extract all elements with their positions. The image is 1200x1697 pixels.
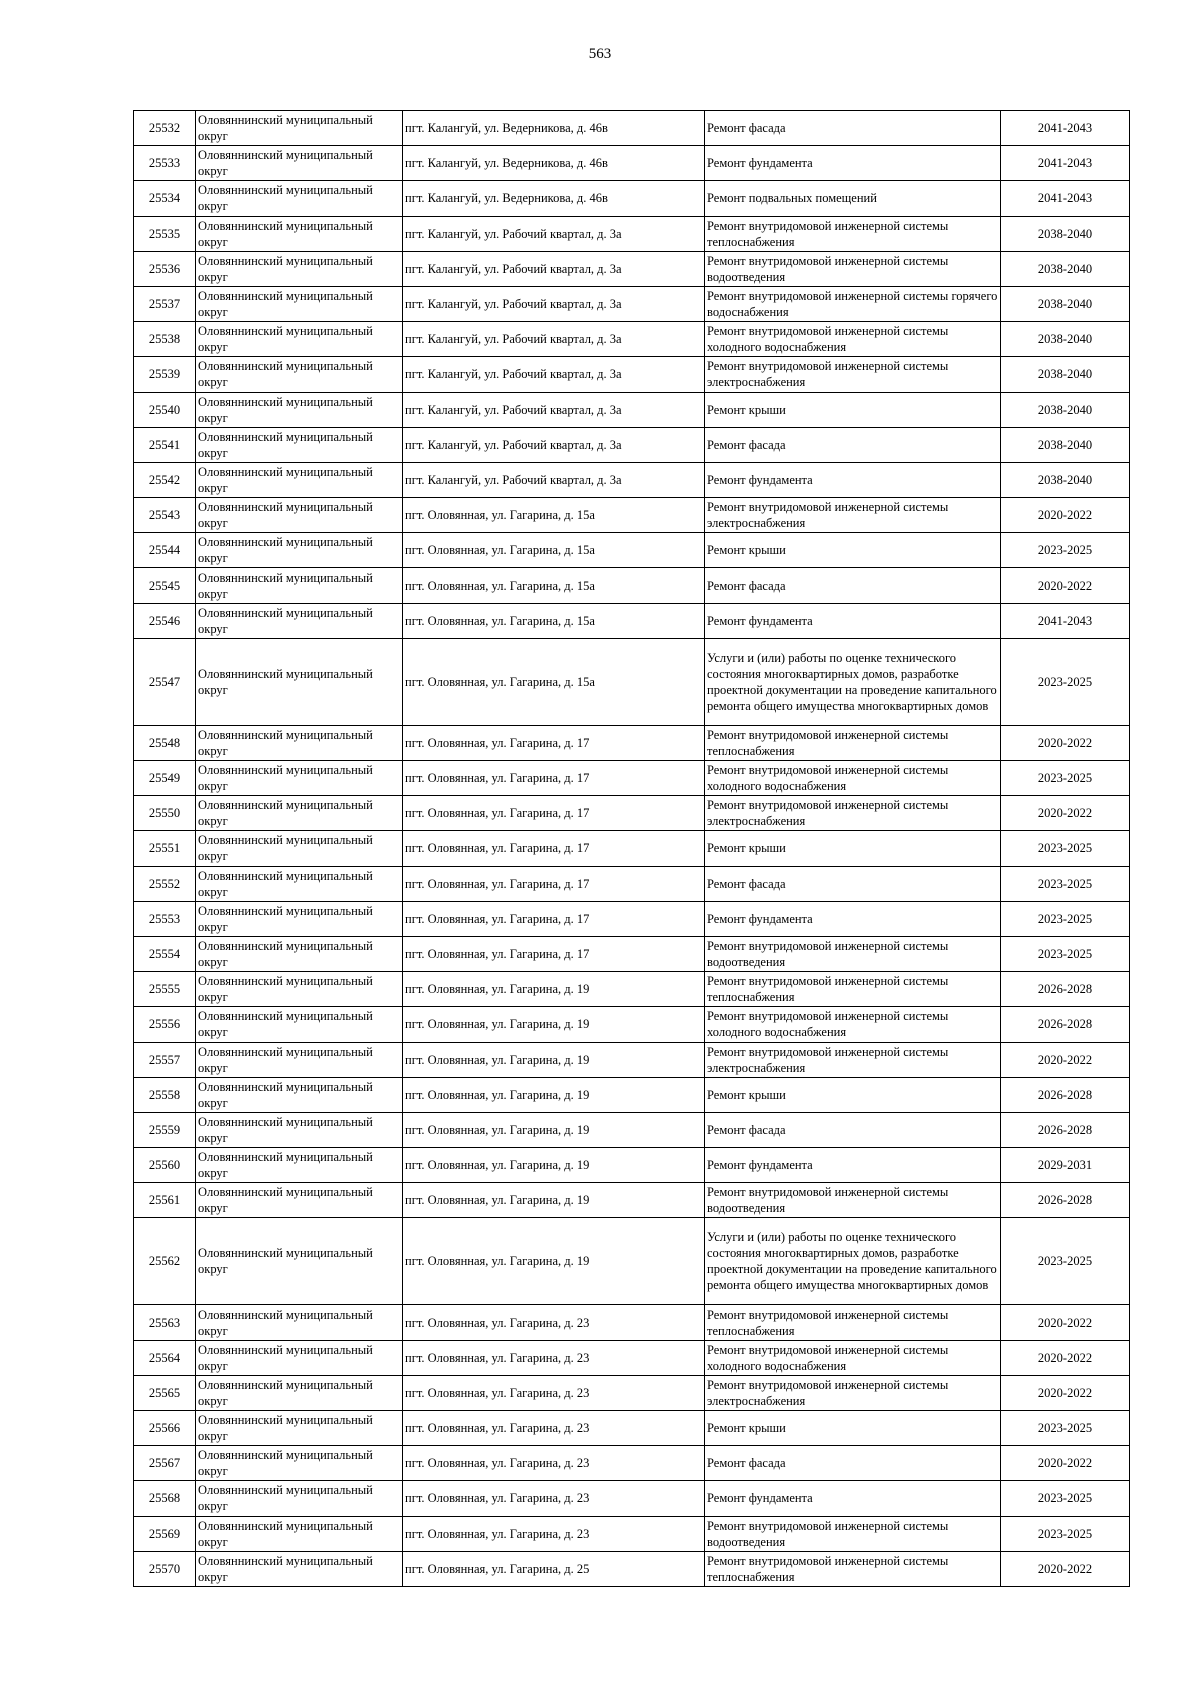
- work-type: Ремонт внутридомовой инженерной системы горячего водоснабжения: [705, 286, 1001, 321]
- district-name: Оловяннинский муниципальный округ: [196, 1551, 403, 1586]
- district-name: Оловяннинский муниципальный округ: [196, 533, 403, 568]
- work-type: Ремонт фасада: [705, 568, 1001, 603]
- table-row: [134, 1481, 1130, 1516]
- building-address: пгт. Калангуй, ул. Ведерникова, д. 46в: [403, 111, 705, 146]
- building-address: пгт. Оловянная, ул. Гагарина, д. 23: [403, 1411, 705, 1446]
- planned-period: 2020-2022: [1001, 1340, 1130, 1375]
- building-address: пгт. Калангуй, ул. Рабочий квартал, д. 3а: [403, 357, 705, 392]
- district-name: Оловяннинский муниципальный округ: [196, 111, 403, 146]
- building-address: пгт. Оловянная, ул. Гагарина, д. 19: [403, 1218, 705, 1305]
- planned-period: 2026-2028: [1001, 1077, 1130, 1112]
- building-address: пгт. Оловянная, ул. Гагарина, д. 19: [403, 1007, 705, 1042]
- work-type: Ремонт фундамента: [705, 1481, 1001, 1516]
- work-type: Ремонт крыши: [705, 533, 1001, 568]
- table-row: [134, 1551, 1130, 1586]
- row-number: 25555: [134, 972, 196, 1007]
- planned-period: 2041-2043: [1001, 146, 1130, 181]
- planned-period: 2023-2025: [1001, 638, 1130, 725]
- building-address: пгт. Оловянная, ул. Гагарина, д. 23: [403, 1305, 705, 1340]
- building-address: пгт. Оловянная, ул. Гагарина, д. 19: [403, 1077, 705, 1112]
- row-number: 25566: [134, 1411, 196, 1446]
- work-type: Ремонт подвальных помещений: [705, 181, 1001, 216]
- district-name: Оловяннинский муниципальный округ: [196, 725, 403, 760]
- work-type: Ремонт внутридомовой инженерной системы электроснабжения: [705, 498, 1001, 533]
- building-address: пгт. Калангуй, ул. Рабочий квартал, д. 3а: [403, 322, 705, 357]
- district-name: Оловяннинский муниципальный округ: [196, 1516, 403, 1551]
- work-type: Ремонт внутридомовой инженерной системы электроснабжения: [705, 357, 1001, 392]
- building-address: пгт. Оловянная, ул. Гагарина, д. 23: [403, 1516, 705, 1551]
- work-type: Ремонт внутридомовой инженерной системы электроснабжения: [705, 796, 1001, 831]
- building-address: пгт. Калангуй, ул. Рабочий квартал, д. 3а: [403, 392, 705, 427]
- row-number: 25546: [134, 603, 196, 638]
- district-name: Оловяннинский муниципальный округ: [196, 462, 403, 497]
- planned-period: 2038-2040: [1001, 462, 1130, 497]
- row-number: 25551: [134, 831, 196, 866]
- row-number: 25552: [134, 866, 196, 901]
- building-address: пгт. Оловянная, ул. Гагарина, д. 19: [403, 1183, 705, 1218]
- page-number: 563: [588, 46, 612, 62]
- building-address: пгт. Оловянная, ул. Гагарина, д. 17: [403, 796, 705, 831]
- district-name: Оловяннинский муниципальный округ: [196, 286, 403, 321]
- district-name: Оловяннинский муниципальный округ: [196, 1481, 403, 1516]
- building-address: пгт. Оловянная, ул. Гагарина, д. 19: [403, 1042, 705, 1077]
- building-address: пгт. Оловянная, ул. Гагарина, д. 17: [403, 936, 705, 971]
- table-row: [134, 725, 1130, 760]
- work-type: Ремонт внутридомовой инженерной системы водоотведения: [705, 1183, 1001, 1218]
- building-address: пгт. Оловянная, ул. Гагарина, д. 17: [403, 725, 705, 760]
- table-row: [134, 936, 1130, 971]
- planned-period: 2020-2022: [1001, 568, 1130, 603]
- row-number: 25567: [134, 1446, 196, 1481]
- building-address: пгт. Оловянная, ул. Гагарина, д. 15а: [403, 568, 705, 603]
- row-number: 25542: [134, 462, 196, 497]
- work-type: Ремонт внутридомовой инженерной системы холодного водоснабжения: [705, 761, 1001, 796]
- planned-period: 2041-2043: [1001, 603, 1130, 638]
- work-type: Ремонт внутридомовой инженерной системы водоотведения: [705, 251, 1001, 286]
- building-address: пгт. Оловянная, ул. Гагарина, д. 19: [403, 1148, 705, 1183]
- district-name: Оловяннинский муниципальный округ: [196, 972, 403, 1007]
- planned-period: 2020-2022: [1001, 1305, 1130, 1340]
- planned-period: 2038-2040: [1001, 357, 1130, 392]
- planned-period: 2038-2040: [1001, 251, 1130, 286]
- table-row: [134, 427, 1130, 462]
- district-name: Оловяннинский муниципальный округ: [196, 322, 403, 357]
- district-name: Оловяннинский муниципальный округ: [196, 1305, 403, 1340]
- planned-period: 2020-2022: [1001, 1375, 1130, 1410]
- planned-period: 2023-2025: [1001, 1218, 1130, 1305]
- table-row: [134, 111, 1130, 146]
- work-type: Услуги и (или) работы по оценке технического состояния многоквартирных домов, разработке проектной документации на проведение капитального ремонта общего имущества многоквартирных домов: [705, 638, 1001, 725]
- table-row: [134, 146, 1130, 181]
- work-type: Ремонт внутридомовой инженерной системы электроснабжения: [705, 1042, 1001, 1077]
- work-type: Ремонт внутридомовой инженерной системы электроснабжения: [705, 1375, 1001, 1410]
- district-name: Оловяннинский муниципальный округ: [196, 936, 403, 971]
- work-type: Ремонт внутридомовой инженерной системы теплоснабжения: [705, 216, 1001, 251]
- district-name: Оловяннинский муниципальный округ: [196, 901, 403, 936]
- work-type: Ремонт фасада: [705, 1112, 1001, 1147]
- district-name: Оловяннинский муниципальный округ: [196, 392, 403, 427]
- table-row: [134, 1007, 1130, 1042]
- table-row: [134, 796, 1130, 831]
- work-type: Ремонт фундамента: [705, 603, 1001, 638]
- table-row: [134, 1340, 1130, 1375]
- planned-period: 2020-2022: [1001, 725, 1130, 760]
- table-row: [134, 1411, 1130, 1446]
- work-type: Ремонт внутридомовой инженерной системы теплоснабжения: [705, 972, 1001, 1007]
- row-number: 25541: [134, 427, 196, 462]
- planned-period: 2023-2025: [1001, 901, 1130, 936]
- work-type: Ремонт фасада: [705, 427, 1001, 462]
- district-name: Оловяннинский муниципальный округ: [196, 1042, 403, 1077]
- table-row: [134, 1305, 1130, 1340]
- work-type: Ремонт внутридомовой инженерной системы теплоснабжения: [705, 1551, 1001, 1586]
- work-type: Ремонт крыши: [705, 1077, 1001, 1112]
- district-name: Оловяннинский муниципальный округ: [196, 796, 403, 831]
- building-address: пгт. Оловянная, ул. Гагарина, д. 15а: [403, 603, 705, 638]
- building-address: пгт. Оловянная, ул. Гагарина, д. 19: [403, 1112, 705, 1147]
- planned-period: 2023-2025: [1001, 936, 1130, 971]
- work-type: Ремонт внутридомовой инженерной системы холодного водоснабжения: [705, 1340, 1001, 1375]
- planned-period: 2038-2040: [1001, 216, 1130, 251]
- planned-period: 2041-2043: [1001, 111, 1130, 146]
- planned-period: 2020-2022: [1001, 1446, 1130, 1481]
- planned-period: 2023-2025: [1001, 866, 1130, 901]
- district-name: Оловяннинский муниципальный округ: [196, 1446, 403, 1481]
- row-number: 25540: [134, 392, 196, 427]
- work-type: Ремонт фундамента: [705, 901, 1001, 936]
- row-number: 25535: [134, 216, 196, 251]
- work-type: Ремонт внутридомовой инженерной системы водоотведения: [705, 936, 1001, 971]
- table-row: [134, 1218, 1130, 1305]
- row-number: 25537: [134, 286, 196, 321]
- row-number: 25564: [134, 1340, 196, 1375]
- district-name: Оловяннинский муниципальный округ: [196, 866, 403, 901]
- table-row: [134, 1112, 1130, 1147]
- district-name: Оловяннинский муниципальный округ: [196, 1411, 403, 1446]
- planned-period: 2023-2025: [1001, 761, 1130, 796]
- work-type: Ремонт внутридомовой инженерной системы теплоснабжения: [705, 1305, 1001, 1340]
- table-row: [134, 357, 1130, 392]
- row-number: 25558: [134, 1077, 196, 1112]
- work-type: Ремонт внутридомовой инженерной системы водоотведения: [705, 1516, 1001, 1551]
- row-number: 25534: [134, 181, 196, 216]
- work-type: Ремонт фундамента: [705, 462, 1001, 497]
- planned-period: 2023-2025: [1001, 1411, 1130, 1446]
- work-type: Ремонт крыши: [705, 1411, 1001, 1446]
- row-number: 25569: [134, 1516, 196, 1551]
- row-number: 25556: [134, 1007, 196, 1042]
- district-name: Оловяннинский муниципальный округ: [196, 831, 403, 866]
- planned-period: 2020-2022: [1001, 1551, 1130, 1586]
- row-number: 25543: [134, 498, 196, 533]
- district-name: Оловяннинский муниципальный округ: [196, 638, 403, 725]
- planned-period: 2041-2043: [1001, 181, 1130, 216]
- work-type: Ремонт внутридомовой инженерной системы холодного водоснабжения: [705, 1007, 1001, 1042]
- building-address: пгт. Калангуй, ул. Рабочий квартал, д. 3а: [403, 216, 705, 251]
- planned-period: 2023-2025: [1001, 533, 1130, 568]
- district-name: Оловяннинский муниципальный округ: [196, 1183, 403, 1218]
- work-type: Услуги и (или) работы по оценке технического состояния многоквартирных домов, разработке проектной документации на проведение капитального ремонта общего имущества многоквартирных домов: [705, 1218, 1001, 1305]
- planned-period: 2029-2031: [1001, 1148, 1130, 1183]
- row-number: 25538: [134, 322, 196, 357]
- table-body: [134, 111, 1130, 1587]
- planned-period: 2020-2022: [1001, 498, 1130, 533]
- district-name: Оловяннинский муниципальный округ: [196, 146, 403, 181]
- building-address: пгт. Оловянная, ул. Гагарина, д. 23: [403, 1340, 705, 1375]
- district-name: Оловяннинский муниципальный округ: [196, 568, 403, 603]
- work-type: Ремонт фасада: [705, 1446, 1001, 1481]
- planned-period: 2038-2040: [1001, 286, 1130, 321]
- table-row: [134, 972, 1130, 1007]
- work-type: Ремонт внутридомовой инженерной системы холодного водоснабжения: [705, 322, 1001, 357]
- district-name: Оловяннинский муниципальный округ: [196, 357, 403, 392]
- district-name: Оловяннинский муниципальный округ: [196, 181, 403, 216]
- work-type: Ремонт фундамента: [705, 1148, 1001, 1183]
- table-row: [134, 761, 1130, 796]
- table-row: [134, 1375, 1130, 1410]
- row-number: 25549: [134, 761, 196, 796]
- table-row: [134, 392, 1130, 427]
- row-number: 25547: [134, 638, 196, 725]
- work-type: Ремонт фасада: [705, 866, 1001, 901]
- table-row: [134, 322, 1130, 357]
- table-row: [134, 216, 1130, 251]
- table-row: [134, 1042, 1130, 1077]
- building-address: пгт. Калангуй, ул. Рабочий квартал, д. 3а: [403, 251, 705, 286]
- row-number: 25557: [134, 1042, 196, 1077]
- row-number: 25544: [134, 533, 196, 568]
- building-address: пгт. Оловянная, ул. Гагарина, д. 25: [403, 1551, 705, 1586]
- row-number: 25550: [134, 796, 196, 831]
- row-number: 25568: [134, 1481, 196, 1516]
- district-name: Оловяннинский муниципальный округ: [196, 603, 403, 638]
- building-address: пгт. Оловянная, ул. Гагарина, д. 17: [403, 831, 705, 866]
- row-number: 25560: [134, 1148, 196, 1183]
- row-number: 25545: [134, 568, 196, 603]
- row-number: 25563: [134, 1305, 196, 1340]
- district-name: Оловяннинский муниципальный округ: [196, 498, 403, 533]
- planned-period: 2026-2028: [1001, 1183, 1130, 1218]
- building-address: пгт. Калангуй, ул. Рабочий квартал, д. 3а: [403, 462, 705, 497]
- table-row: [134, 831, 1130, 866]
- planned-period: 2020-2022: [1001, 1042, 1130, 1077]
- building-address: пгт. Калангуй, ул. Ведерникова, д. 46в: [403, 146, 705, 181]
- table-row: [134, 866, 1130, 901]
- table-row: [134, 251, 1130, 286]
- building-address: пгт. Оловянная, ул. Гагарина, д. 17: [403, 866, 705, 901]
- building-address: пгт. Оловянная, ул. Гагарина, д. 15а: [403, 498, 705, 533]
- building-address: пгт. Оловянная, ул. Гагарина, д. 17: [403, 901, 705, 936]
- table-row: [134, 1148, 1130, 1183]
- planned-period: 2023-2025: [1001, 1516, 1130, 1551]
- planned-period: 2020-2022: [1001, 796, 1130, 831]
- table-row: [134, 568, 1130, 603]
- building-address: пгт. Оловянная, ул. Гагарина, д. 17: [403, 761, 705, 796]
- building-address: пгт. Калангуй, ул. Ведерникова, д. 46в: [403, 181, 705, 216]
- row-number: 25565: [134, 1375, 196, 1410]
- table-row: [134, 1516, 1130, 1551]
- table-row: [134, 1077, 1130, 1112]
- district-name: Оловяннинский муниципальный округ: [196, 761, 403, 796]
- building-address: пгт. Оловянная, ул. Гагарина, д. 23: [403, 1375, 705, 1410]
- building-address: пгт. Калангуй, ул. Рабочий квартал, д. 3а: [403, 427, 705, 462]
- work-type: Ремонт крыши: [705, 392, 1001, 427]
- planned-period: 2023-2025: [1001, 1481, 1130, 1516]
- district-name: Оловяннинский муниципальный округ: [196, 1007, 403, 1042]
- table-row: [134, 498, 1130, 533]
- work-type: Ремонт внутридомовой инженерной системы теплоснабжения: [705, 725, 1001, 760]
- building-address: пгт. Калангуй, ул. Рабочий квартал, д. 3а: [403, 286, 705, 321]
- table-row: [134, 1183, 1130, 1218]
- district-name: Оловяннинский муниципальный округ: [196, 1218, 403, 1305]
- table-row: [134, 1446, 1130, 1481]
- district-name: Оловяннинский муниципальный округ: [196, 1112, 403, 1147]
- planned-period: 2026-2028: [1001, 1112, 1130, 1147]
- planned-period: 2038-2040: [1001, 322, 1130, 357]
- row-number: 25532: [134, 111, 196, 146]
- planned-period: 2038-2040: [1001, 392, 1130, 427]
- row-number: 25553: [134, 901, 196, 936]
- district-name: Оловяннинский муниципальный округ: [196, 1340, 403, 1375]
- table-row: [134, 638, 1130, 725]
- row-number: 25561: [134, 1183, 196, 1218]
- table-row: [134, 533, 1130, 568]
- row-number: 25570: [134, 1551, 196, 1586]
- district-name: Оловяннинский муниципальный округ: [196, 251, 403, 286]
- district-name: Оловяннинский муниципальный округ: [196, 1375, 403, 1410]
- table-row: [134, 181, 1130, 216]
- row-number: 25536: [134, 251, 196, 286]
- table-row: [134, 603, 1130, 638]
- district-name: Оловяннинский муниципальный округ: [196, 1148, 403, 1183]
- district-name: Оловяннинский муниципальный округ: [196, 427, 403, 462]
- building-address: пгт. Оловянная, ул. Гагарина, д. 15а: [403, 638, 705, 725]
- work-type: Ремонт крыши: [705, 831, 1001, 866]
- row-number: 25533: [134, 146, 196, 181]
- work-type: Ремонт фундамента: [705, 146, 1001, 181]
- building-address: пгт. Оловянная, ул. Гагарина, д. 23: [403, 1481, 705, 1516]
- building-address: пгт. Оловянная, ул. Гагарина, д. 15а: [403, 533, 705, 568]
- row-number: 25562: [134, 1218, 196, 1305]
- work-type: Ремонт фасада: [705, 111, 1001, 146]
- building-address: пгт. Оловянная, ул. Гагарина, д. 19: [403, 972, 705, 1007]
- district-name: Оловяннинский муниципальный округ: [196, 1077, 403, 1112]
- planned-period: 2023-2025: [1001, 831, 1130, 866]
- row-number: 25548: [134, 725, 196, 760]
- repair-schedule-table: [133, 110, 1130, 1587]
- planned-period: 2026-2028: [1001, 1007, 1130, 1042]
- table-row: [134, 901, 1130, 936]
- table-row: [134, 286, 1130, 321]
- district-name: Оловяннинский муниципальный округ: [196, 216, 403, 251]
- row-number: 25559: [134, 1112, 196, 1147]
- row-number: 25554: [134, 936, 196, 971]
- building-address: пгт. Оловянная, ул. Гагарина, д. 23: [403, 1446, 705, 1481]
- planned-period: 2038-2040: [1001, 427, 1130, 462]
- table-row: [134, 462, 1130, 497]
- row-number: 25539: [134, 357, 196, 392]
- planned-period: 2026-2028: [1001, 972, 1130, 1007]
